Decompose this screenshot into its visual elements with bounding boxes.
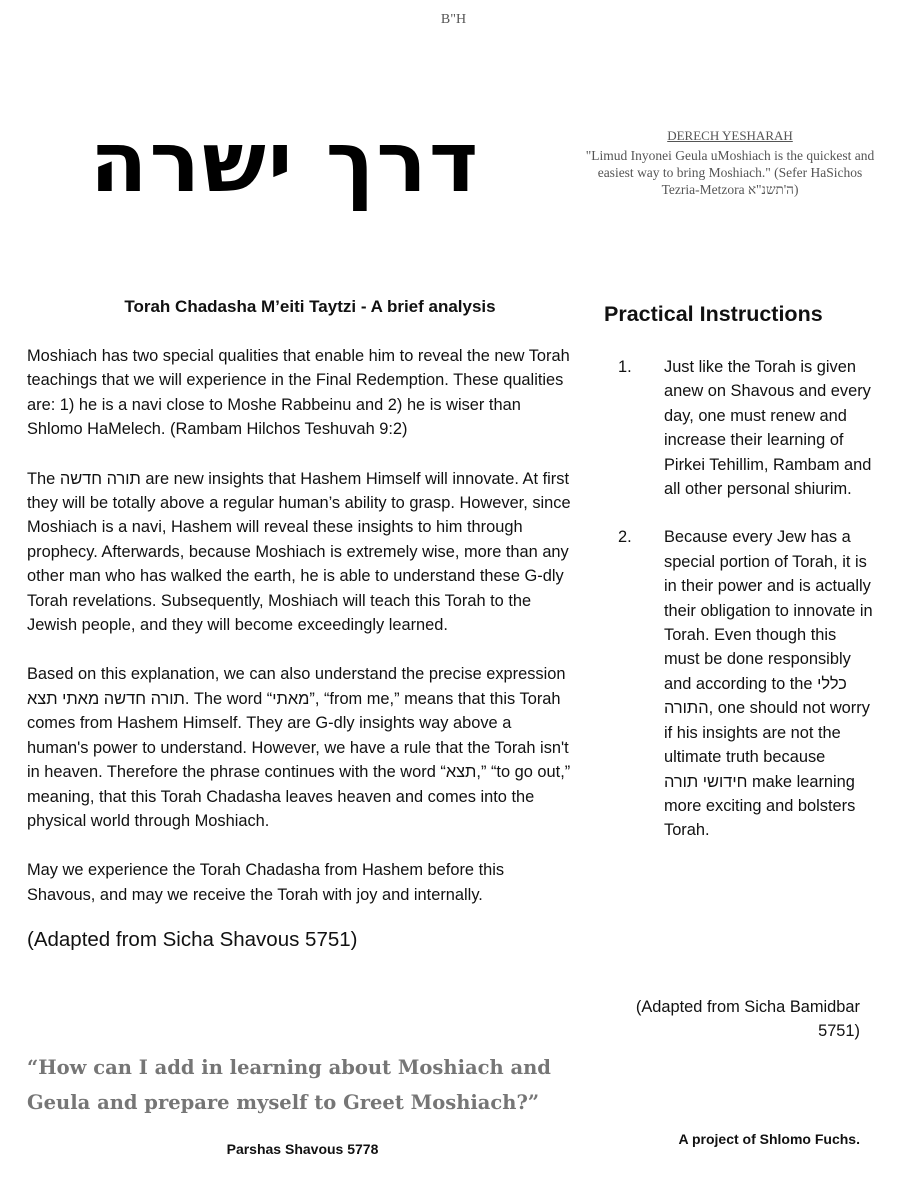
masthead-quote: "Limud Inyonei Geula uMoshiach is the quickest and easiest way to bring Moshiach." (Sefer HaSichos Tezria-Metzora ה'תשנ"א)	[585, 148, 875, 197]
list-number: 1.	[618, 358, 632, 376]
text-run: Because every Jew has a special portion of Torah, it is in their power and is actually their obligation to innovate in Torah. Even though this must be done responsibly and according to the	[664, 528, 873, 693]
article-paragraph-2	[27, 467, 575, 638]
masthead-name: DERECH YESHARAH	[667, 128, 793, 143]
text-run: are new insights that Hashem Himself will innovate. At first they will be totally above a regular human’s ability to grasp. However, since Moshiach is a navi, Hashem will reveal these insights to him through prophecy. Afterwards, because Moshiach is extremely wise, more than any other man who has walked the earth, he is able to understand these G-dly Torah revelations. Subsequently, Moshiach will teach this Torah to the Jewish people, and they will become exceedingly learned.	[27, 469, 571, 635]
list-text: Just like the Torah is given anew on Shavous and every day, one must renew and increase their learning of Pirkei Tehillim, Rambam and all other personal shiurim.	[664, 358, 872, 499]
masthead	[585, 128, 875, 198]
hebrew-term: תצא	[445, 763, 477, 782]
list-item	[618, 355, 874, 501]
article-source: (Adapted from Sicha Shavous 5751)	[27, 928, 358, 952]
bh-header: B"H	[440, 12, 467, 27]
footer-parsha: Parshas Shavous 5778	[226, 1141, 379, 1157]
text-run: , one should not worry if his insights are not the ultimate truth because	[664, 699, 870, 767]
hebrew-term: תורה חדשה	[59, 469, 141, 488]
text-run: ”, “from me,” means that this Torah comes from Hashem Himself. They are G-dly insights way above a human's power to understand. However, we have a rule that the Torah isn't in heaven. Therefore the phrase continues with the word “	[27, 689, 569, 782]
hebrew-term: חידושי תורה	[664, 772, 748, 791]
article-body	[27, 344, 575, 978]
text-run: . The word “	[184, 689, 273, 708]
list-number: 2.	[618, 528, 632, 547]
hebrew-title: דרך ישרה	[89, 113, 481, 211]
text-run: Based on this explanation, we can also understand the precise expression	[27, 665, 566, 684]
list-text	[664, 525, 874, 842]
sidebar-title: Practical Instructions	[604, 302, 823, 326]
article-title: Torah Chadasha M’eiti Taytzi - A brief analysis	[124, 297, 496, 316]
list-item	[618, 525, 874, 842]
hebrew-term: כללי התורה	[664, 674, 847, 718]
tagline-quote: “How can I add in learning about Moshiach and Geula and prepare myself to Greet Moshiach?”	[27, 1056, 551, 1114]
article-paragraph-1: Moshiach has two special qualities that enable him to reveal the new Torah teachings that we will experience in the Final Redemption. These qualities are: 1) he is a navi close to Moshe Rabbeinu and 2) he is wiser than Shlomo HaMelech. (Rambam Hilchos Teshuvah 9:2)	[27, 347, 570, 439]
hebrew-term: מאתי	[272, 689, 310, 708]
text-run: make learning more exciting and bolsters Torah.	[664, 772, 856, 840]
hebrew-term: תורה חדשה מאתי תצא	[27, 689, 185, 708]
text-run: The	[27, 469, 60, 488]
text-run: ,” “to go out,” meaning, that this Torah Chadasha leaves heaven and comes into the physical world through Moshiach.	[27, 763, 571, 830]
sidebar-source: (Adapted from Sicha Bamidbar 5751)	[635, 998, 860, 1041]
article-paragraph-4: May we experience the Torah Chadasha from Hashem before this Shavous, and may we receive the Torah with joy and internally.	[27, 861, 505, 904]
article-paragraph-3	[27, 662, 575, 833]
instruction-list	[618, 355, 874, 867]
footer-credit: A project of Shlomo Fuchs.	[678, 1131, 860, 1147]
